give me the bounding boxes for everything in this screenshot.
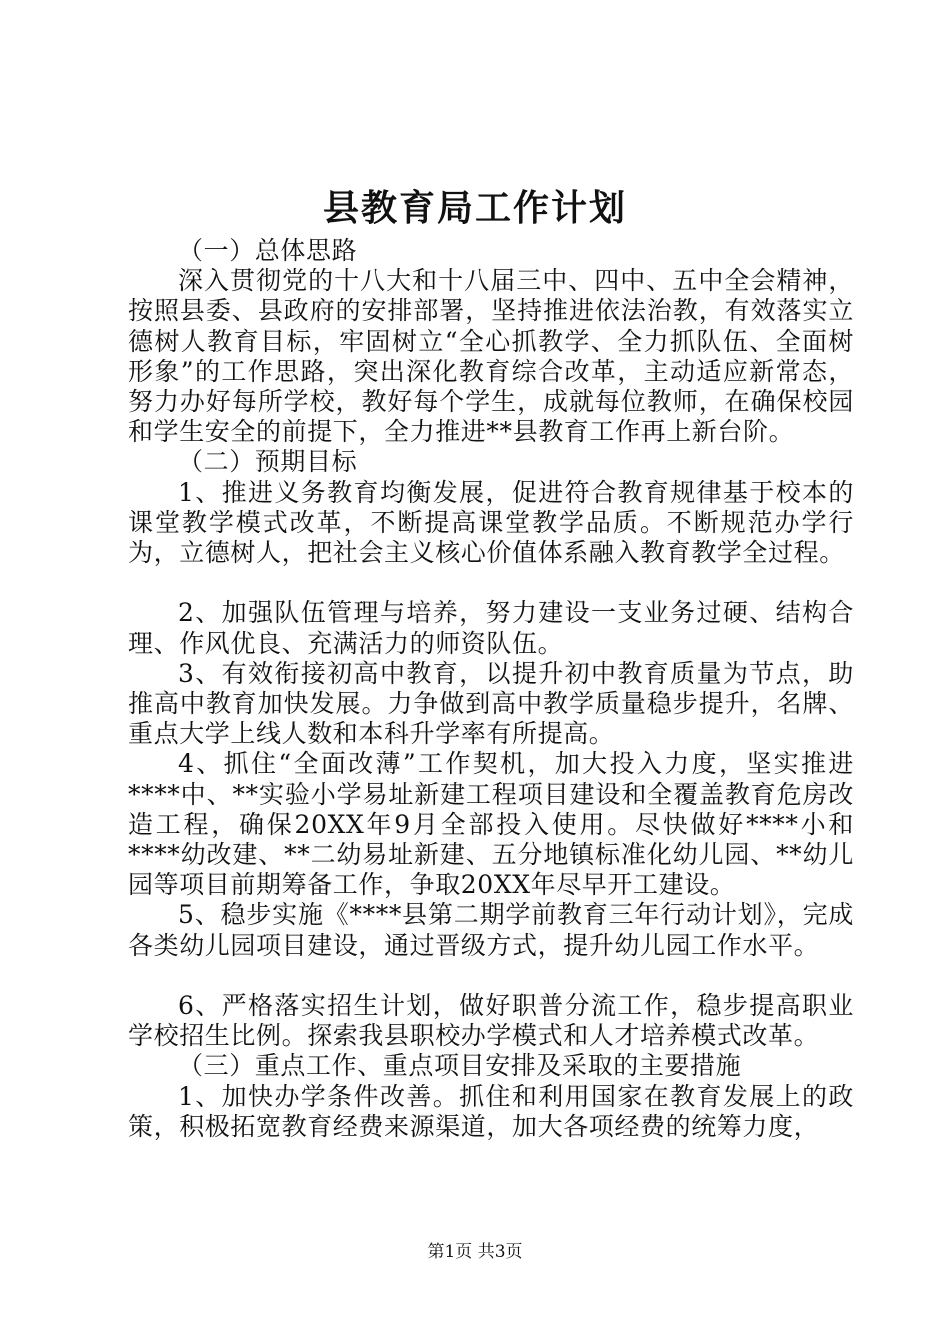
section-heading-overall-approach: （一）总体思路: [178, 236, 358, 265]
page-footer: 第1页 共3页: [427, 1242, 523, 1262]
paragraph-goal-5: 5、稳步实施《****县第二期学前教育三年行动计划》，完成各类幼儿园项目建设，通过晋级方式，提升幼儿园工作水平。: [128, 900, 854, 960]
paragraph-overall-approach: 深入贯彻党的十八大和十八届三中、四中、五中全会精神，按照县委、县政府的安排部署，坚持推进依法治教，有效落实立德树人教育目标，牢固树立“全心抓教学、全力抓队伍、全面树形象”的工作思路，突出深化教育综合改革，主动适应新常态，努力办好每所学校，教好每个学生，成就每位教师，在确保校园和学生安全的前提下，全力推进**县教育工作再上新台阶。: [128, 266, 854, 447]
paragraph-goal-1: 1、推进义务教育均衡发展，促进符合教育规律基于校本的课堂教学模式改革，不断提高课堂教学品质。不断规范办学行为，立德树人，把社会主义核心价值体系融入教育教学全过程。: [128, 477, 854, 568]
paragraph-goal-4: 4、抓住“全面改薄”工作契机，加大投入力度，坚实推进****中、**实验小学易址新建工程项目建设和全覆盖教育危房改造工程，确保20XX年9月全部投入使用。尽快做好****小和****幼改建、**二幼易址新建、五分地镇标准化幼儿园、**幼儿园等项目前期筹备工作，争取20XX年尽早开工建设。: [128, 749, 854, 900]
section-heading-expected-goals: （二）预期目标: [178, 447, 358, 477]
paragraph-spacer: [128, 961, 854, 991]
document-title: 县教育局工作计划: [322, 187, 627, 229]
section-heading-key-work: （三）重点工作、重点项目安排及采取的主要措施: [178, 1051, 742, 1081]
document-body: [128, 236, 854, 1142]
paragraph-goal-6: 6、严格落实招生计划，做好职普分流工作，稳步提高职业学校招生比例。探索我县职校办学模式和人才培养模式改革。: [128, 991, 854, 1051]
paragraph-goal-2: 2、加强队伍管理与培养，努力建设一支业务过硬、结构合理、作风优良、充满活力的师资队伍。: [128, 598, 854, 658]
paragraph-goal-3: 3、有效衔接初高中教育，以提升初中教育质量为节点，助推高中教育加快发展。力争做到高中教学质量稳步提升，名牌、重点大学上线人数和本科升学率有所提高。: [128, 658, 854, 749]
paragraph-spacer: [128, 568, 854, 598]
paragraph-key-work-1: 1、加快办学条件改善。抓住和利用国家在教育发展上的政策，积极拓宽教育经费来源渠道，加大各项经费的统筹力度，: [128, 1081, 854, 1141]
